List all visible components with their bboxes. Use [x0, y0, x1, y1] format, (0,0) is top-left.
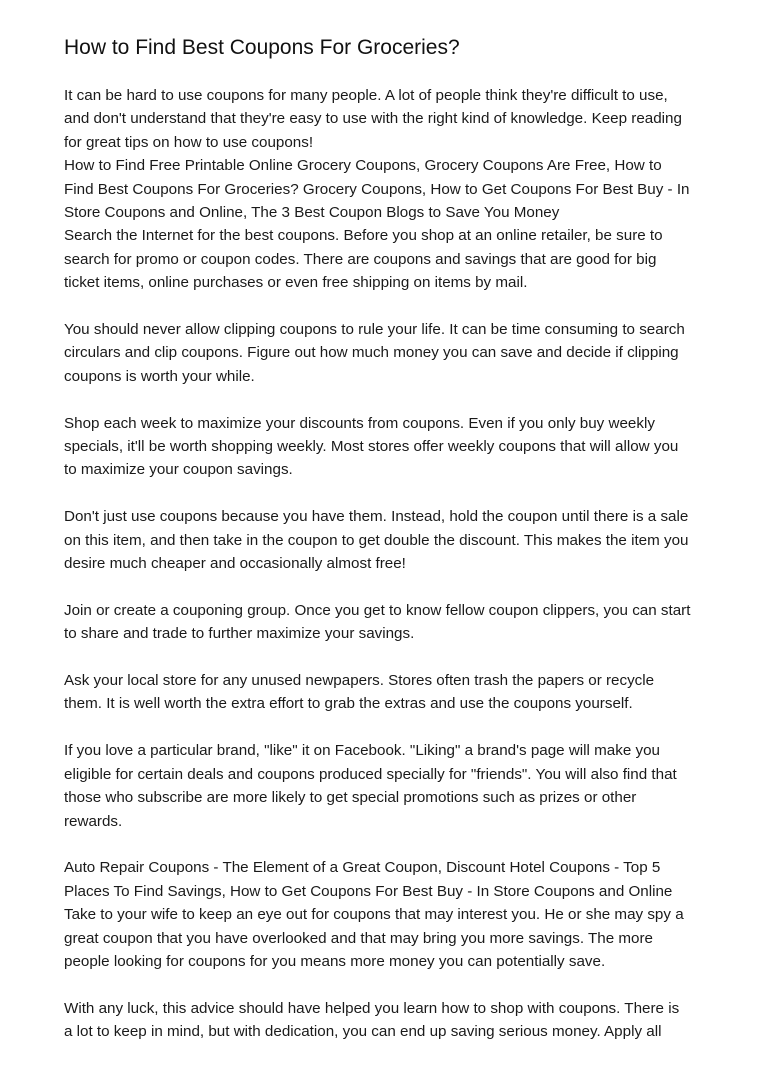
text-line: people looking for coupons for you means more money you can potentially save.	[64, 952, 606, 970]
text-line: Store Coupons and Online, The 3 Best Coupon Blogs to Save You Money	[64, 204, 560, 222]
text-line: eligible for certain deals and coupons produced specially for "friends". You will also find that	[64, 765, 677, 783]
text-line: Search the Internet for the best coupons. Before you shop at an online retailer, be sure to	[64, 227, 663, 245]
text-line: With any luck, this advice should have helped you learn how to shop with coupons. There is	[64, 999, 680, 1017]
text-line: desire much cheaper and occasionally almost free!	[64, 555, 406, 573]
page-title: How to Find Best Coupons For Groceries?	[64, 36, 460, 59]
text-line: Don't just use coupons because you have them. Instead, hold the coupon until there is a sale	[64, 508, 689, 526]
text-line: Ask your local store for any unused newpapers. Stores often trash the papers or recycle	[64, 672, 655, 690]
body-paragraph	[64, 669, 716, 716]
text-line: It can be hard to use coupons for many people. A lot of people think they're difficult to use,	[64, 87, 668, 104]
body-paragraph	[64, 599, 716, 646]
text-line: great coupon that you have overlooked and that may bring you more savings. The more	[64, 929, 654, 947]
text-line: to share and trade to further maximize your savings.	[64, 625, 415, 643]
text-line: ticket items, online purchases or even free shipping on items by mail.	[64, 274, 528, 292]
body-paragraph	[64, 739, 716, 833]
text-line: rewards.	[64, 812, 123, 830]
text-line: Places To Find Savings, How to Get Coupons For Best Buy - In Store Coupons and Online	[64, 882, 673, 900]
text-line: search for promo or coupon codes. There are coupons and savings that are good for big	[64, 250, 657, 268]
body-paragraph	[64, 997, 716, 1044]
text-line: coupons is worth your while.	[64, 367, 255, 385]
text-line: them. It is well worth the extra effort to grab the extras and use the coupons yourself.	[64, 695, 633, 713]
text-line: You should never allow clipping coupons to rule your life. It can be time consuming to search	[64, 321, 685, 339]
text-line: How to Find Free Printable Online Grocery Coupons, Grocery Coupons Are Free, How to	[64, 157, 662, 175]
text-line: those who subscribe are more likely to get special promotions such as prizes or other	[64, 789, 637, 807]
body-paragraph	[64, 412, 716, 482]
text-line: for great tips on how to use coupons!	[64, 133, 314, 151]
text-line: a lot to keep in mind, but with dedication, you can end up saving serious money. Apply all	[64, 1023, 662, 1041]
text-line: on this item, and then take in the coupon to get double the discount. This makes the item you	[64, 531, 689, 549]
text-line: Take to your wife to keep an eye out for coupons that may interest you. He or she may spy a	[64, 906, 684, 924]
body-paragraph	[64, 318, 716, 388]
document-body	[64, 84, 716, 1067]
text-line: to maximize your coupon savings.	[64, 461, 293, 479]
text-line: Auto Repair Coupons - The Element of a Great Coupon, Discount Hotel Coupons - Top 5	[64, 859, 661, 877]
body-paragraph	[64, 856, 716, 973]
text-line: Join or create a couponing group. Once you get to know fellow coupon clippers, you can start	[64, 601, 691, 619]
text-line: Shop each week to maximize your discounts from coupons. Even if you only buy weekly	[64, 414, 655, 432]
body-paragraph	[64, 84, 716, 295]
body-paragraph	[64, 505, 716, 575]
text-line: and don't understand that they're easy to use with the right kind of knowledge. Keep reading	[64, 110, 682, 128]
text-line: specials, it'll be worth shopping weekly. Most stores offer weekly coupons that will allow you	[64, 438, 679, 456]
text-line: circulars and clip coupons. Figure out how much money you can save and decide if clipping	[64, 344, 679, 362]
text-line: If you love a particular brand, "like" it on Facebook. "Liking" a brand's page will make you	[64, 742, 660, 760]
text-line: Find Best Coupons For Groceries? Grocery Coupons, How to Get Coupons For Best Buy - In	[64, 180, 690, 198]
